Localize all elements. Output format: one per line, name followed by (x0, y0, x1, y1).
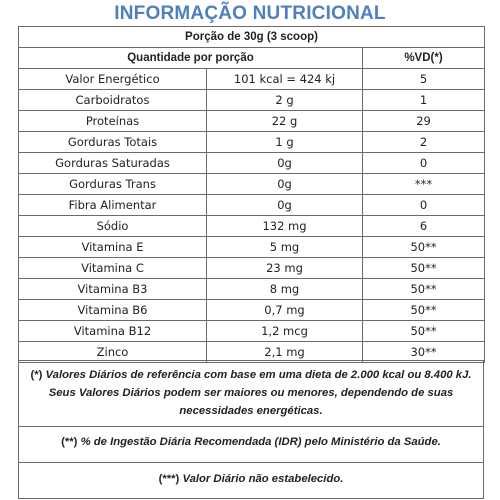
nutrient-name: Valor Energético (19, 69, 207, 90)
nutrient-vd: 0 (363, 153, 485, 174)
table-row (19, 279, 485, 300)
nutrient-amount: 0g (207, 153, 363, 174)
nutrient-name: Gorduras Saturadas (19, 153, 207, 174)
nutrient-vd: *** (363, 174, 485, 195)
nutrient-vd: 50** (363, 237, 485, 258)
nutrient-name: Vitamina E (19, 237, 207, 258)
nutrient-vd: 5 (363, 69, 485, 90)
nutrient-name: Gorduras Trans (19, 174, 207, 195)
nutrient-vd: 50** (363, 321, 485, 342)
nutrient-amount: 1 g (207, 132, 363, 153)
table-row (19, 132, 485, 153)
footnote-2-text: % de Ingestão Diária Recomendada (IDR) pelo Ministério da Saúde. (80, 436, 441, 448)
footnotes-box (18, 360, 484, 499)
nutrient-name: Gorduras Totais (19, 132, 207, 153)
nutrient-vd: 50** (363, 258, 485, 279)
footnote-divider (19, 462, 483, 463)
header-row (19, 48, 485, 69)
footnote-marker-2: (**) (61, 436, 78, 448)
nutrition-table-body (19, 27, 485, 363)
table-row (19, 300, 485, 321)
nutrient-name: Carboidratos (19, 90, 207, 111)
nutrient-vd: 50** (363, 279, 485, 300)
table-row (19, 69, 485, 90)
header-vd: %VD(*) (363, 48, 485, 69)
table-row (19, 321, 485, 342)
portion-label: Porção de 30g (3 scoop) (19, 27, 485, 48)
footnote-1-line-3: necessidades energéticas. (179, 405, 323, 417)
table-row (19, 153, 485, 174)
nutrient-name: Zinco (19, 342, 207, 363)
nutrient-amount: 23 mg (207, 258, 363, 279)
nutrient-amount: 132 mg (207, 216, 363, 237)
nutrient-name: Vitamina B3 (19, 279, 207, 300)
nutrient-name: Vitamina B12 (19, 321, 207, 342)
nutrient-vd: 2 (363, 132, 485, 153)
table-row (19, 258, 485, 279)
nutrient-amount: 0g (207, 174, 363, 195)
nutrient-vd: 29 (363, 111, 485, 132)
page-title: INFORMAÇÃO NUTRICIONAL (114, 3, 386, 24)
nutrient-amount: 1,2 mcg (207, 321, 363, 342)
nutrient-name: Proteínas (19, 111, 207, 132)
table-row (19, 237, 485, 258)
footnote-1-line-2: Seus Valores Diários podem ser maiores ou menores, dependendo de suas (48, 387, 454, 399)
nutrient-name: Vitamina C (19, 258, 207, 279)
nutrient-name: Vitamina B6 (19, 300, 207, 321)
footnote-marker-1: (*) (30, 369, 43, 381)
nutrient-name: Fibra Alimentar (19, 195, 207, 216)
footnote-reference-values (19, 366, 483, 420)
table-row (19, 216, 485, 237)
table-row (19, 90, 485, 111)
nutrient-vd: 1 (363, 90, 485, 111)
portion-row (19, 27, 485, 48)
nutrient-name: Sódio (19, 216, 207, 237)
footnote-not-established (19, 470, 483, 488)
nutrient-vd: 0 (363, 195, 485, 216)
nutrient-vd: 30** (363, 342, 485, 363)
nutrient-amount: 22 g (207, 111, 363, 132)
nutrient-vd: 6 (363, 216, 485, 237)
footnote-idr (19, 433, 483, 451)
table-row (19, 174, 485, 195)
nutrient-amount: 0,7 mg (207, 300, 363, 321)
footnote-1-line-1: Valores Diários de referência com base em uma dieta de 2.000 kcal ou 8.400 kJ. (45, 369, 472, 381)
table-row (19, 111, 485, 132)
nutrient-amount: 8 mg (207, 279, 363, 300)
nutrition-table (18, 26, 485, 363)
nutrient-amount: 101 kcal = 424 kj (207, 69, 363, 90)
nutrient-amount: 2,1 mg (207, 342, 363, 363)
table-row (19, 195, 485, 216)
header-quantity: Quantidade por porção (19, 48, 363, 69)
nutrient-amount: 0g (207, 195, 363, 216)
nutrient-amount: 2 g (207, 90, 363, 111)
nutrient-vd: 50** (363, 300, 485, 321)
footnote-divider (19, 426, 483, 427)
nutrient-amount: 5 mg (207, 237, 363, 258)
footnote-marker-3: (***) (158, 473, 180, 485)
footnote-3-text: Valor Diário não estabelecido. (182, 473, 344, 485)
